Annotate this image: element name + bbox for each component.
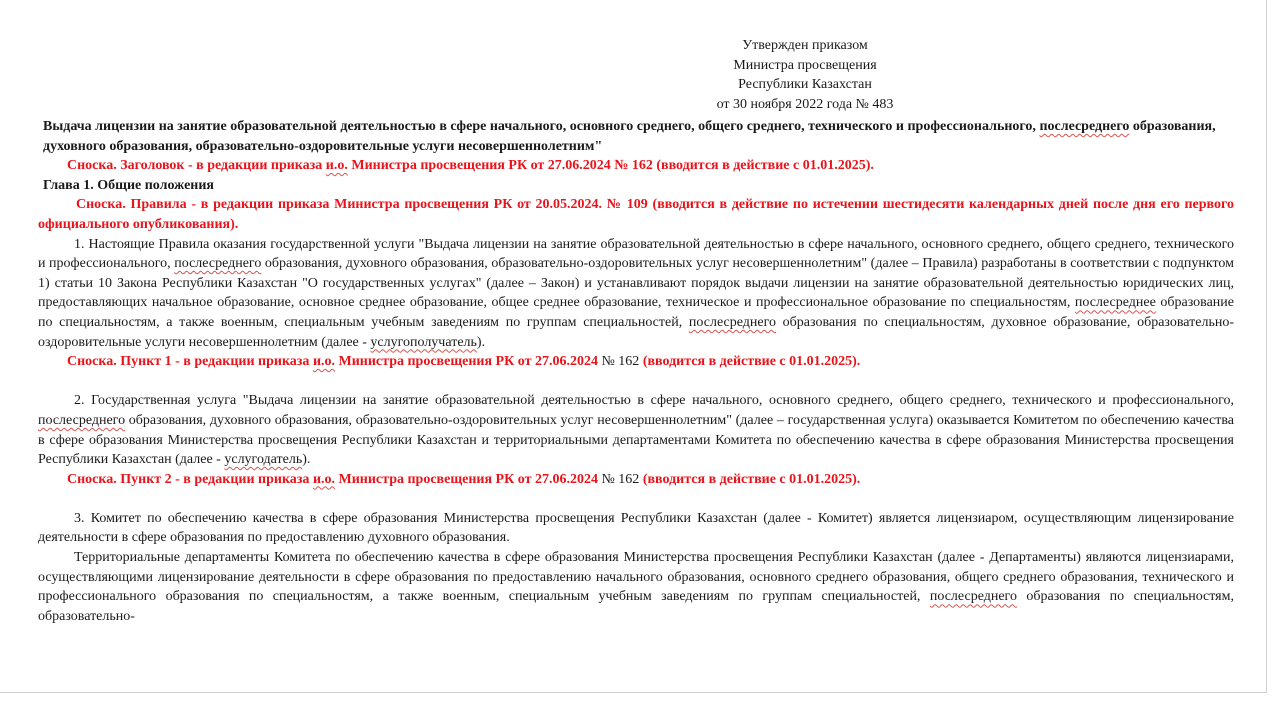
- footnote-point-2: [38, 470, 1234, 490]
- spellcheck-word[interactable]: и.о.: [312, 354, 336, 370]
- spellcheck-word[interactable]: послесреднего: [174, 256, 262, 272]
- paragraph-text: 2. Государственная услуга "Выдача лицензии на занятие образовательной деятельностью в сфере начального, основного среднего, общего среднего, технического и профессионального,: [74, 393, 1234, 409]
- paragraph-1: [38, 235, 1234, 353]
- paragraph-text: ).: [302, 452, 311, 468]
- footnote-text: Сноска. Заголовок - в редакции приказа: [67, 158, 326, 174]
- title-text: Выдача лицензии на занятие образовательной деятельностью в сфере начального, основного среднего, общего среднего, технического и профессионального,: [43, 119, 1040, 134]
- approval-line: от 30 ноября 2022 года № 483: [716, 96, 894, 112]
- spellcheck-word[interactable]: послесреднего: [38, 412, 126, 428]
- footnote-text: Сноска. Пункт 1 - в редакции приказа: [67, 354, 313, 370]
- spellcheck-word[interactable]: послесреднего: [929, 589, 1017, 605]
- spellcheck-word[interactable]: услугодатель: [224, 452, 303, 468]
- blank-line: [38, 372, 1234, 392]
- approval-line: Республики Казахстан: [738, 77, 872, 92]
- paragraph-text: образования, духовного образования, образовательно-оздоровительных услуг несовершеннолетним" (далее – государственная услуга) оказывается Комитетом по обеспечению качества в сфере образования Министерства просвещения Республики Казахстан и территориальными департаментами Комитета по обеспечению качества в сфере образования Министерства просвещения Республики Казахстан (далее -: [38, 412, 1234, 468]
- paragraph-2: [38, 391, 1234, 469]
- spellcheck-word[interactable]: послесреднее: [1074, 295, 1156, 311]
- paragraph-text: образования по специальностям, духовное образование, образовательно-оздоровительные услуги несовершеннолетним (далее -: [38, 314, 1234, 350]
- footnote-text: Министра просвещения РК от 27.06.2024: [335, 471, 598, 487]
- footnote-number: № 162: [597, 471, 643, 487]
- spellcheck-word[interactable]: послесреднего: [1039, 119, 1130, 134]
- footnote-text: Сноска. Пункт 2 - в редакции приказа: [67, 471, 313, 487]
- spellcheck-word[interactable]: и.о.: [312, 471, 336, 487]
- footnote-point-1: [38, 352, 1234, 372]
- chapter-heading: Глава 1. Общие положения: [43, 177, 215, 193]
- paragraph-3: 3. Комитет по обеспечению качества в сфере образования Министерства просвещения Республики Казахстан (далее - Комитет) является лицензиаром, осуществляющим лицензирование деятельности в сфере образования по предоставлению духовного образования.: [38, 510, 1234, 546]
- footnote-text: Министра просвещения РК от 27.06.2024 № 162 (вводится в действие с 01.01.2025).: [347, 158, 874, 174]
- spellcheck-word[interactable]: услугополучатель: [370, 334, 477, 350]
- approval-line: Утвержден приказом: [742, 38, 868, 53]
- title-text: образования, духовного образования, образовательно-оздоровительные услуги несовершеннолетним": [43, 119, 1216, 154]
- document-title: [38, 117, 1234, 156]
- footnote-title: [38, 156, 1234, 176]
- paragraph-text: образования, духовного образования, образовательно-оздоровительных услуг несовершеннолетним" (далее – Правила) разработаны в соответствии с подпунктом 1) статьи 10 Закона Республики Казахстан "О государственных услугах" (далее – Закон) и устанавливают порядок выдачи лицензии на занятие образовательной деятельностью юридических лиц, предоставляющих начальное образование, основное среднее образование, общее среднее образование, техническое и профессиональное образование по специальностям,: [38, 256, 1234, 311]
- footnote-text: (вводится в действие с 01.01.2025).: [642, 354, 861, 370]
- paragraph-text: ).: [476, 334, 486, 350]
- paragraph-text: 1. Настоящие Правила оказания государственной услуги "Выдача лицензии на занятие образовательной деятельностью в сфере начального, основного среднего, общего среднего, технического и профессионального,: [38, 236, 1234, 272]
- footnote-text: (вводится в действие с 01.01.2025).: [642, 471, 861, 487]
- paragraph-text: образование по специальностям, а также военным, специальным учебным заведениям по группам специальностей,: [38, 295, 1235, 330]
- document-body: [38, 117, 1234, 626]
- paragraph-text: образования по специальностям, образовательно-: [38, 589, 1234, 624]
- blank-line: [38, 489, 1234, 509]
- approval-line: Министра просвещения: [733, 57, 877, 73]
- footnote-text: Министра просвещения РК от 27.06.2024: [335, 354, 598, 370]
- paragraph-4: [38, 548, 1234, 626]
- spellcheck-word[interactable]: послесреднего: [688, 314, 776, 330]
- paragraph-text: Территориальные департаменты Комитета по обеспечению качества в сфере образования Министерства просвещения Республики Казахстан (далее - Департаменты) являются лицензиарами, осуществляющими лицензирование деятельности в сфере образования по предоставлению начального образования, основного среднего образования, общего среднего образования, технического и профессионального образования по специальностям, а также военным, специальным учебным заведениям по группам специальностей,: [38, 550, 1234, 605]
- approval-stamp-block: [620, 36, 990, 114]
- spellcheck-word[interactable]: и.о.: [325, 158, 348, 174]
- footnote-number: № 162: [597, 354, 643, 370]
- footnote-rules: Сноска. Правила - в редакции приказа Министра просвещения РК от 20.05.2024. № 109 (вводится в действие по истечении шестидесяти календарных дней после дня его первого официального опубликования).: [38, 197, 1234, 232]
